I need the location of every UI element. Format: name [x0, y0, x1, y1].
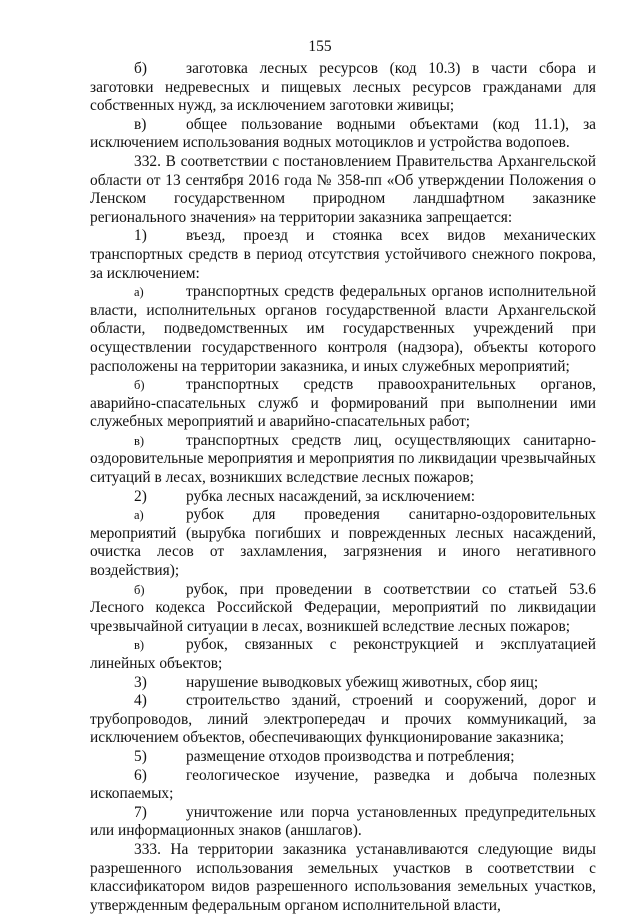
list-marker: 2): [134, 487, 147, 505]
paragraph-text: транспортных средств федеральных органов исполнительной власти, исполнительных органов государственной власти Архангельской области, подведомственных им государственных учреждений при осуществлении государственного контроля (надзора), объекты которого расположены на территории заказника, и иных служебных мероприятий;: [90, 283, 596, 375]
paragraph: [90, 116, 596, 153]
paragraph: [90, 636, 596, 673]
paragraph-text: заготовка лесных ресурсов (код 10.3) в части сбора и заготовки недревесных и пищевых лесных ресурсов гражданами для собственных нужд, за исключением заготовки живицы;: [90, 60, 596, 115]
list-marker: в): [134, 433, 145, 448]
paragraph-text: нарушение выводковых убежищ животных, сбор яиц;: [186, 673, 539, 691]
paragraph: [90, 488, 596, 507]
list-marker: в): [134, 115, 147, 133]
paragraph: [90, 432, 596, 488]
paragraph-text: геологическое изучение, разведка и добыча полезных ископаемых;: [90, 766, 596, 803]
paragraph-text: транспортных средств правоохранительных органов, аварийно-спасательных служб и формирований при выполнении ими служебных мероприятий и аварийно-спасательных работ;: [90, 376, 596, 431]
paragraph: [90, 506, 596, 580]
paragraph-text: 333. На территории заказника устанавливаются следующие виды разрешенного использования земельных участков в соответствии с классификатором видов разрешенного использования земельных участков, утвержденным федеральным органом исполнительной власти,: [90, 840, 596, 914]
paragraph: [90, 674, 596, 693]
list-marker: в): [134, 638, 145, 653]
list-marker: б): [134, 582, 145, 597]
paragraph-text: 332. В соответствии с постановлением Правительства Архангельской области от 13 сентября 2016 года № 358-пп «Об утверждении Положения о Ленском государственном природном ландшафтном заказнике регионального значения» на территории заказника запрещается:: [90, 152, 596, 226]
paragraph-text: рубка лесных насаждений, за исключением:: [186, 487, 475, 505]
paragraph-text: транспортных средств лиц, осуществляющих санитарно-оздоровительные мероприятия и мероприятия по ликвидации чрезвычайных ситуаций в лесах, возникших вследствие лесных пожаров;: [90, 431, 596, 487]
list-marker: 6): [134, 766, 147, 784]
paragraph: [90, 376, 596, 432]
paragraph-text: общее пользование водными объектами (код 11.1), за исключением использования водных мотоциклов и устройства водопоев.: [90, 115, 596, 152]
paragraph: [90, 283, 596, 376]
paragraph: [90, 692, 596, 748]
page-number: 155: [308, 38, 332, 55]
paragraph: [90, 841, 596, 915]
paragraph: [90, 227, 596, 283]
list-marker: 7): [134, 803, 147, 821]
paragraph-text: рубок, связанных с реконструкцией и эксплуатацией линейных объектов;: [90, 636, 596, 672]
list-marker: б): [134, 60, 147, 77]
list-marker: 4): [134, 692, 147, 710]
paragraph: [90, 153, 596, 227]
list-marker: 1): [134, 227, 147, 245]
list-marker: 5): [134, 747, 147, 765]
paragraph-text: въезд, проезд и стоянка всех видов механических транспортных средств в период отсутствия устойчивого снежного покрова, за исключением:: [90, 227, 596, 282]
list-marker: 3): [134, 673, 147, 691]
paragraph-text: рубок, при проведении в соответствии со статьей 53.6 Лесного кодекса Российской Федерации, мероприятий по ликвидации чрезвычайной ситуации в лесах, возникшей вследствие лесных пожаров;: [90, 580, 596, 635]
paragraph-text: уничтожение или порча установленных предупредительных или информационных знаков (аншлагов).: [90, 803, 596, 840]
paragraph-text: строительство зданий, строений и сооружений, дорог и трубопроводов, линий электропередач и прочих коммуникаций, за исключением объектов, обеспечивающих функционирование заказника;: [90, 692, 596, 747]
paragraph-text: рубок для проведения санитарно-оздоровительных мероприятий (вырубка погибших и поврежденных лесных насаждений, очистка лесов от захламления, загрязнения и иного негативного воздействия);: [90, 506, 596, 580]
paragraph: [90, 804, 596, 841]
paragraph-text: размещение отходов производства и потребления;: [186, 747, 515, 765]
paragraph: [90, 748, 596, 767]
list-marker: а): [134, 508, 144, 523]
document-body: [90, 60, 596, 915]
list-marker: а): [134, 285, 144, 300]
paragraph: [90, 581, 596, 637]
list-marker: б): [134, 378, 145, 393]
paragraph: [90, 767, 596, 804]
paragraph: [90, 60, 596, 116]
